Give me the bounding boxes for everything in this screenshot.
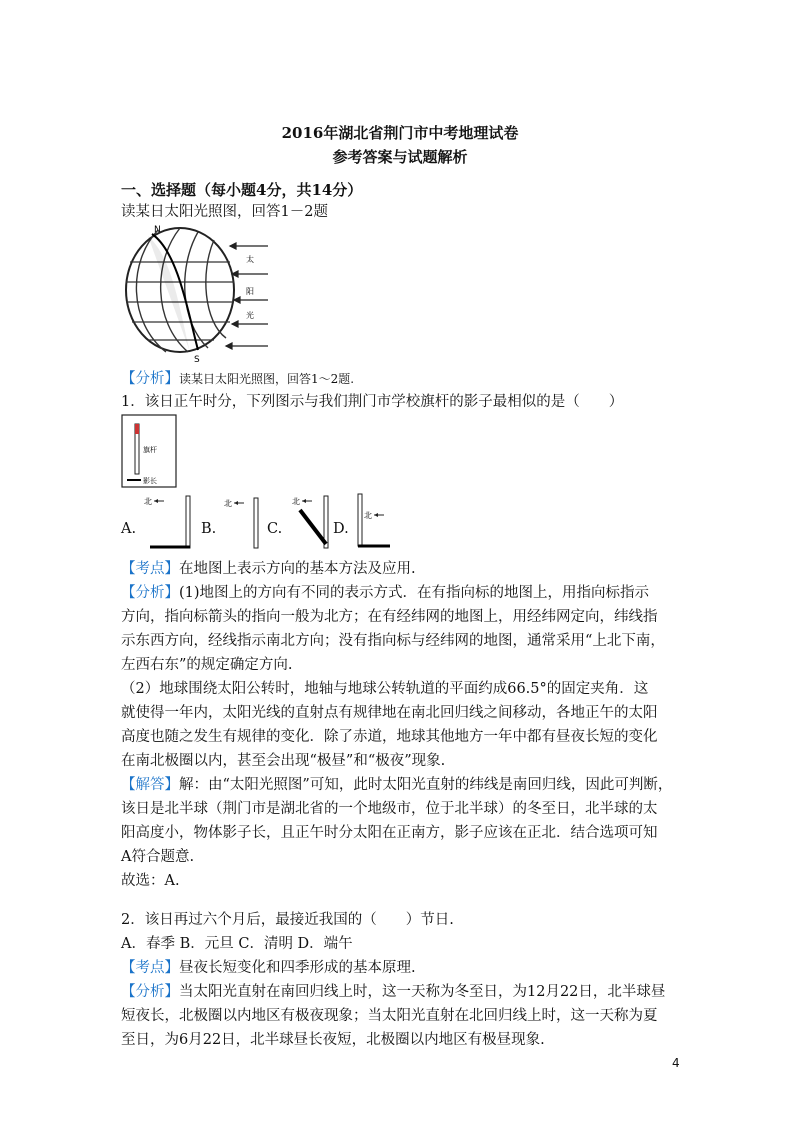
analysis-2b-line-4: 在南北极圈以内，甚至会出现“极昼”和“极夜”现象. (121, 753, 446, 769)
page-subtitle: 参考答案与试题解析 (332, 148, 468, 166)
option-d-label: D. (333, 521, 349, 537)
solution-1-line-2: 该日是北半球（荆门市是湖北省的一个地级市，位于北半球）的冬至日，北半球的太 (121, 801, 658, 817)
sun-char-3: 光 (246, 311, 254, 320)
option-c-label: C. (267, 521, 283, 537)
solution-1-line-4: A符合题意. (121, 849, 195, 865)
analysis-3-line-2: 短夜长，北极圈以内地区有极夜现象；当太阳光直射在北回归线上时，这一天称为夏 (121, 1008, 658, 1024)
analysis-2-line-2: 方向，指向标箭头的指向一般为北方；在有经纬网的地图上，用经纬网定向，纬线指 (121, 609, 658, 625)
option-b-label: B. (201, 521, 217, 537)
page-number: 4 (672, 1056, 680, 1070)
option-c-figure (288, 492, 338, 552)
sun-char-1: 太 (246, 255, 254, 264)
flag-label: 旗杆 (143, 446, 157, 454)
analysis-2-line-3: 示东西方向，经线指示南北方向；没有指向标与经纬网的地图，通常采用“上北下南， (121, 633, 665, 649)
analysis-2b-line-2: 就使得一年内，太阳光线的直射点有规律地在南北回归线之间移动，各地正午的太阳 (121, 705, 658, 721)
analysis-2-line-4: 左西右东”的规定确定方向. (121, 657, 293, 673)
solution-1-line-1: 【解答】解：由“太阳光照图”可知，此时太阳光直射的纬线是南回归线，因此可判断， (121, 777, 673, 793)
analysis-tag: 【分析】 (121, 371, 179, 387)
solution-1-line-3: 阳高度小，物体影子长，且正午时分太阳在正南方，影子应该在正北．结合选项可知 (121, 825, 658, 841)
analysis-3-line-1: 【分析】当太阳光直射在南回归线上时，这一天称为冬至日，为12月22日，北半球昼 (121, 984, 666, 1000)
key-point-1: 【考点】在地图上表示方向的基本方法及应用. (121, 561, 416, 577)
south-label: S (194, 355, 200, 364)
option-a-label: A. (121, 521, 137, 537)
svg-text:北: 北 (144, 497, 152, 506)
key-point-2: 【考点】昼夜长短变化和四季形成的基本原理. (121, 960, 416, 976)
page-title: 2016年湖北省荆门市中考地理试卷 (281, 124, 519, 142)
intro-text: 读某日太阳光照图，回答1－2题 (121, 204, 328, 220)
sun-char-2: 阳 (246, 287, 254, 296)
section-heading: 一、选择题（每小题4分，共14分） (121, 181, 363, 199)
question-2-options: A．春季 B．元旦 C．清明 D．端午 (121, 936, 353, 952)
analysis-2b-line-3: 高度也随之发生有规律的变化．除了赤道，地球其他地方一年中都有昼夜长短的变化 (121, 729, 658, 745)
svg-text:北: 北 (292, 497, 300, 506)
analysis-3-line-3: 至日，为6月22日，北半球昼长夜短，北极圈以内地区有极昼现象. (121, 1032, 545, 1048)
analysis-1: 【分析】读某日太阳光照图，回答1～2题. (121, 371, 355, 387)
analysis-2b-line-1: （2）地球围绕太阳公转时，地轴与地球公转轨道的平面约成66.5°的固定夹角．这 (121, 681, 649, 697)
answer-1: 故选：A. (121, 873, 180, 889)
shadow-label: 影长 (143, 477, 157, 485)
question-1-stem: 1．该日正午时分，下列图示与我们荆门市学校旗杆的影子最相似的是（ ） (121, 394, 624, 410)
option-a-figure (140, 492, 200, 552)
question-2-stem: 2．该日再过六个月后，最接近我国的（ ）节日. (121, 912, 454, 928)
analysis-2-line-1: 【分析】(1)地图上的方向有不同的表示方式．在有指向标的地图上，用指向标指示 (121, 585, 650, 601)
north-label: N (154, 225, 161, 235)
svg-text:北: 北 (224, 499, 232, 508)
sunlight-globe-figure (118, 222, 278, 364)
option-b-figure (218, 492, 268, 552)
option-d-figure (350, 490, 400, 552)
svg-text:北: 北 (364, 511, 372, 520)
flagpole-figure (121, 414, 177, 488)
